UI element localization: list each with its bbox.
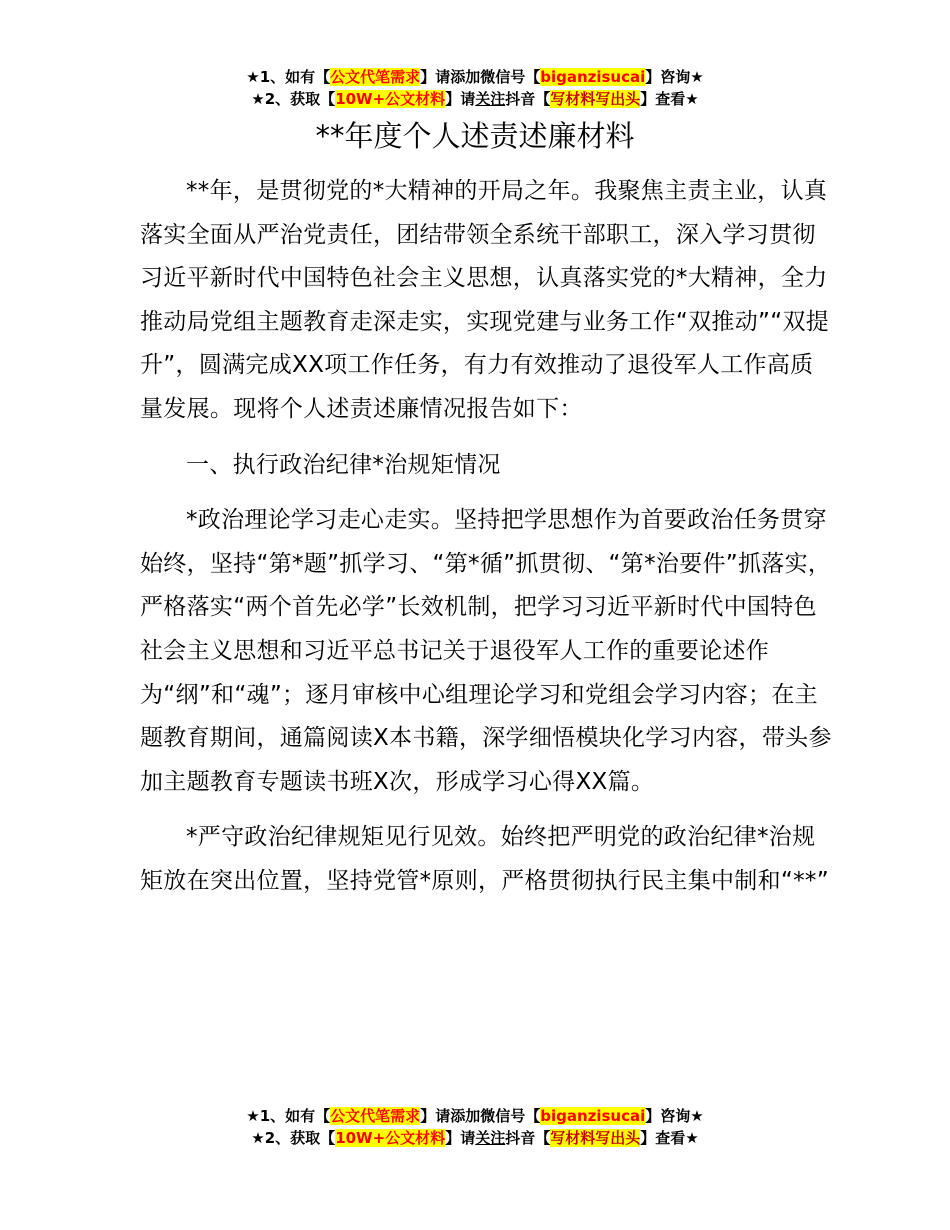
banner-text: 】请添加微信号【 — [420, 1107, 541, 1125]
banner-highlight: 10W+公文材料 — [335, 1129, 446, 1147]
banner-highlight: 写材料写出头 — [550, 90, 641, 108]
banner-text: 】查看★ — [640, 90, 699, 108]
header-banner — [0, 66, 950, 110]
banner-highlight: biganzisucai — [540, 68, 646, 86]
paragraph-intro: **年，是贯彻党的*大精神的开局之年。我聚焦主责主业，认真落实全面从严治党责任，团结带领全系统干部职工，深入学习贯彻习近平新时代中国特色社会主义思想，认真落实党的*大精神，全力推动局党组主题教育走深走实，实现党建与业务工作“双推动”“双提升”，圆满完成XX项工作任务，有力有效推动了退役军人工作高质量发展。现将个人述责述廉情况报告如下： — [140, 178, 830, 422]
banner-text: 抖音【 — [505, 1129, 551, 1147]
banner-text: 】请 — [445, 90, 476, 108]
banner-text: ★2、获取【 — [251, 1129, 336, 1147]
banner-highlight: 10W+公文材料 — [335, 90, 446, 108]
banner-text: ★2、获取【 — [251, 90, 336, 108]
banner-line-2 — [0, 88, 950, 110]
banner-highlight: 公文代笔需求 — [330, 1107, 421, 1125]
paragraph-theory-study: *政治理论学习走心走实。坚持把学思想作为首要政治任务贯穿始终，坚持“第*题”抓学习、“第*循”抓贯彻、“第*治要件”抓落实，严格落实“两个首先必学”长效机制，把学习习近平新时代中国特色社会主义思想和习近平总书记关于退役军人工作的重要论述作为“纲”和“魂”；逐月审核中心组理论学习和党组会学习内容；在主题教育期间，通篇阅读X本书籍，深学细悟模块化学习内容，带头参加主题教育专题读书班X次，形成学习心得XX篇。 — [140, 507, 832, 795]
banner-text: 】咨询★ — [645, 68, 704, 86]
banner-text: 关注 — [475, 90, 506, 108]
banner-text: ★1、如有【 — [246, 1107, 331, 1125]
document-body — [140, 170, 832, 904]
banner-text: 】查看★ — [640, 1129, 699, 1147]
section-heading: 一、执行政治纪律*治规矩情况 — [186, 451, 501, 478]
banner-text: 】请 — [445, 1129, 476, 1147]
banner-highlight: 公文代笔需求 — [330, 68, 421, 86]
banner-highlight: 写材料写出头 — [550, 1129, 641, 1147]
banner-line-1 — [0, 1105, 950, 1127]
banner-line-1 — [0, 66, 950, 88]
banner-highlight: biganzisucai — [540, 1107, 646, 1125]
paragraph-discipline: *严守政治纪律规矩见行见效。始终把严明党的政治纪律*治规矩放在突出位置，坚持党管*原则，严格贯彻执行民主集中制和“**” — [140, 824, 829, 894]
banner-line-2 — [0, 1127, 950, 1149]
banner-text: 关注 — [475, 1129, 506, 1147]
document-title: **年度个人述责述廉材料 — [315, 119, 635, 153]
banner-text: 抖音【 — [505, 90, 551, 108]
banner-text: ★1、如有【 — [246, 68, 331, 86]
footer-banner — [0, 1105, 950, 1149]
banner-text: 】咨询★ — [645, 1107, 704, 1125]
banner-text: 】请添加微信号【 — [420, 68, 541, 86]
